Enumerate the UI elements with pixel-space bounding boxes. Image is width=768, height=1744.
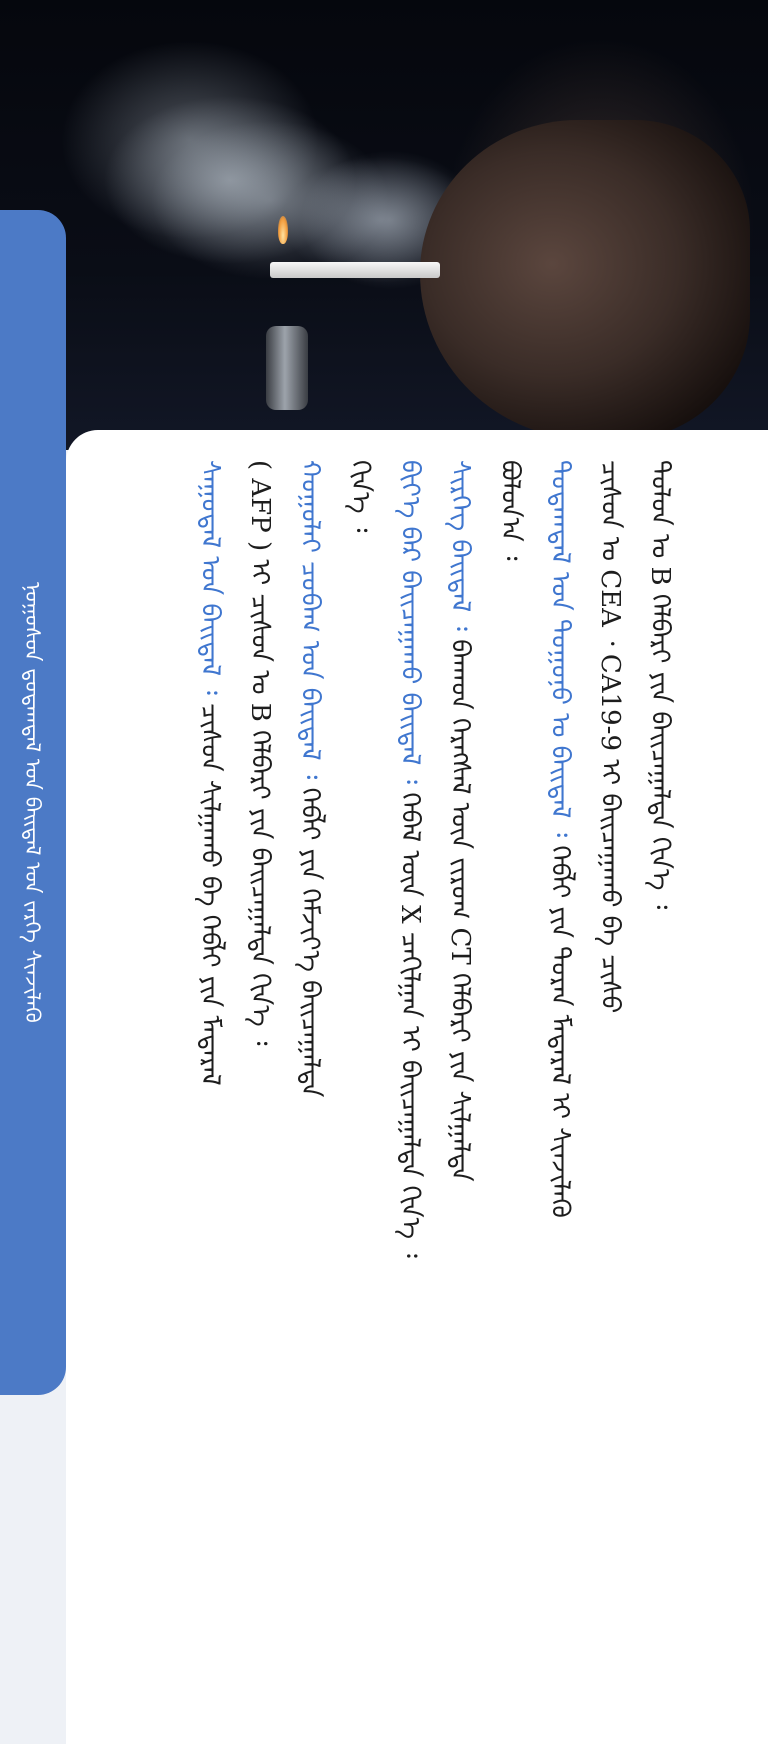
text-column [390, 460, 430, 1258]
text-column [340, 460, 380, 532]
section-label: ᠰᠠᠭᠤᠳᠠᠯ ᠤᠨ ᠪᠠᠢᠳᠠᠯ ᠄ [195, 460, 225, 695]
text-column [190, 460, 230, 1086]
header-photo [0, 0, 768, 450]
flame-image [278, 216, 288, 244]
text-column [540, 460, 580, 1218]
column-text: ᠴᠢᠰᠤᠨ ᠤ CEA ᠂ CA19-9 ᠢ ᠪᠠᠢᠴᠠᠭᠠᠬᠤ ᠪᠠ ᠴᠢᠰᠤ [595, 460, 625, 1014]
title-bar [0, 210, 66, 1395]
page-title: ᠨᠤᠭᠤᠰᠤᠨ ᠳ᠋ᠤᠲᠠᠭᠳᠠᠯ ᠤᠨ ᠪᠠᠢᠳᠠᠯ ᠤᠨ ᠵᠡᠷᠭᠡ ᠰᠢᠨᠵᠢᠯᠡᠬᠦ [20, 582, 45, 1023]
text-column [590, 460, 630, 1013]
text-column [640, 460, 680, 909]
column-text: ᠳᠤᠯᠤᠨ ᠤ B ᠬᠡᠯᠪᠡᠷᠢ ᠶᠢᠨ ᠪᠠᠢᠴᠠᠭᠠᠯᠲᠠ ᠬᠢᠨ᠎ᠡ ᠄ [645, 460, 675, 910]
section-label: ᠬᠣᠭᠣᠯᠠᠢ ᠴᠤᠪᠠᠭ ᠤᠨ ᠪᠠᠢᠳᠠᠯ ᠄ [295, 460, 325, 780]
section-label: ᠰᠢᠷᠬᠡᠭ ᠪᠠᠢᠳᠠᠯ ᠄ [445, 460, 475, 631]
column-text: ᠪᠠᠬᠠᠳ ᠬᠡᠷᠡᠭᠰᠡᠯ ᠦᠨ ᠵᠢᠷᠤᠭ CT ᠬᠡᠯᠪᠡᠷᠢ ᠶᠢᠨ ᠰᠢᠯᠭᠠᠯᠲᠠ [445, 639, 475, 1182]
text-column [290, 460, 330, 1097]
cigarette-image [270, 262, 440, 278]
section-label: ᠪᠢᠶ᠎ᠡ ᠪᠡᠷ ᠪᠠᠢᠴᠠᠭᠠᠬᠤ ᠪᠠᠢᠳᠠᠯ ᠄ [395, 460, 425, 785]
lighter-image [266, 326, 308, 410]
column-text: ᠴᠢᠰᠤᠨ ᠰᠢᠯᠭᠠᠬᠤ ᠪᠠ ᠬᠡᠪᠯᠢ ᠶᠢᠨ ᠮᠡᠳᠡᠷᠡᠯ [195, 703, 225, 1086]
column-text: ( AFP ) ᠢ ᠴᠢᠰᠤᠨ ᠤ B ᠬᠡᠯᠪᠡᠷᠢ ᠶᠢᠨ ᠪᠠᠢᠴᠠᠭᠠᠯᠲᠠ ᠬᠢᠨ᠎ᠡ ᠄ [245, 460, 275, 1046]
text-column [240, 460, 280, 1045]
column-text: ᠬᠡᠪᠯᠢ ᠶᠢᠨ ᠳᠤᠷᠠᠨ ᠮᠡᠳᠡᠷᠡᠯ ᠢ ᠰᠢᠨᠵᠢᠯᠡᠬᠦ [545, 845, 575, 1218]
text-column [490, 460, 530, 561]
column-text: ᠬᠡᠪᠯᠢ ᠶᠢᠨ ᠬᠡᠮᠵᠢᠶ᠎ᠡ ᠪᠠᠢᠴᠠᠭᠠᠯᠲᠠ [295, 787, 325, 1098]
column-text: ᠬᠢᠨ᠎ᠡ ᠄ [345, 460, 375, 533]
content-card [66, 430, 768, 1744]
hand-image [420, 120, 750, 440]
text-column [440, 460, 480, 1182]
column-text: ᠬᠡᠪᠡᠯ ᠦᠨ X ᠴᠠᠬᠢᠯᠭᠠᠨ ᠢ ᠪᠠᠢᠴᠠᠭᠠᠯᠲᠠ ᠬᠢᠨ᠎ᠡ ᠄ [395, 792, 425, 1258]
column-text: ᠪᠣᠯᠣᠨ᠎ᠠ ᠄ [495, 460, 525, 561]
section-label: ᠳᠤᠲᠠᠭᠳᠠᠯ ᠤᠨ ᠲᠣᠭᠤᠨᠤ ᠤ ᠪᠠᠢᠳᠠᠯ ᠄ [545, 460, 575, 838]
